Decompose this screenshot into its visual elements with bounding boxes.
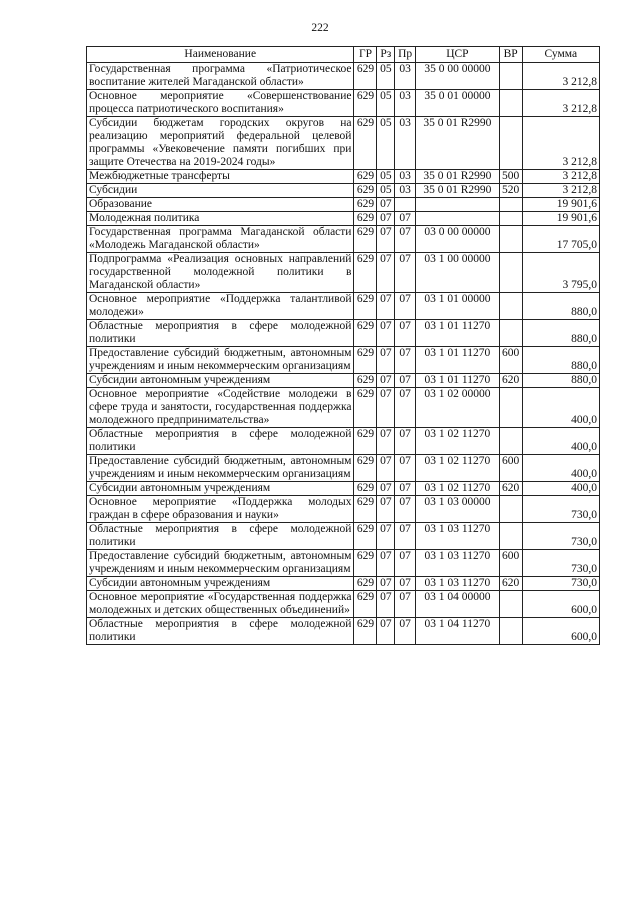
cell-rz: 07 [377,577,395,591]
cell-gr: 629 [354,170,377,184]
cell-name: Субсидии бюджетам городских округов на реализацию мероприятий федеральной целевой программы «Увековечение памяти погибших при защите Отечества на 2019-2024 годы» [87,117,354,170]
table-header-row [87,47,600,63]
cell-sum: 730,0 [522,577,599,591]
cell-vr [499,198,522,212]
table-row [87,428,600,455]
cell-pr: 07 [395,226,416,253]
table-body [87,63,600,645]
cell-gr: 629 [354,482,377,496]
cell-sum: 600,0 [522,618,599,645]
cell-csr: 03 1 04 11270 [416,618,500,645]
cell-pr: 07 [395,212,416,226]
cell-rz: 07 [377,618,395,645]
cell-sum: 880,0 [522,347,599,374]
cell-sum: 3 212,8 [522,90,599,117]
cell-rz: 07 [377,591,395,618]
cell-gr: 629 [354,90,377,117]
cell-name: Подпрограмма «Реализация основных направлений государственной молодежной политики в Магаданской области» [87,253,354,293]
cell-sum: 3 212,8 [522,117,599,170]
header-sum: Сумма [522,47,599,63]
cell-gr: 629 [354,226,377,253]
table-row [87,198,600,212]
cell-name: Предоставление субсидий бюджетным, автономным учреждениям и иным некоммерческим организациям [87,455,354,482]
cell-pr: 03 [395,90,416,117]
table-row [87,90,600,117]
cell-pr: 03 [395,63,416,90]
cell-sum: 880,0 [522,374,599,388]
cell-csr: 03 0 00 00000 [416,226,500,253]
header-pr: Пр [395,47,416,63]
cell-gr: 629 [354,618,377,645]
cell-sum: 3 212,8 [522,63,599,90]
cell-rz: 07 [377,523,395,550]
header-rz: Рз [377,47,395,63]
cell-vr: 500 [499,170,522,184]
header-vr: ВР [499,47,522,63]
cell-csr: 03 1 02 11270 [416,428,500,455]
cell-name: Молодежная политика [87,212,354,226]
cell-name: Основное мероприятие «Государственная поддержка молодежных и детских общественных объединений» [87,591,354,618]
cell-vr [499,253,522,293]
cell-vr: 520 [499,184,522,198]
table-row [87,63,600,90]
table-row [87,293,600,320]
cell-gr: 629 [354,577,377,591]
cell-rz: 07 [377,374,395,388]
cell-sum: 19 901,6 [522,198,599,212]
cell-gr: 629 [354,455,377,482]
cell-name: Субсидии автономным учреждениям [87,577,354,591]
cell-vr [499,63,522,90]
cell-pr: 07 [395,591,416,618]
cell-vr [499,388,522,428]
header-name: Наименование [87,47,354,63]
cell-name: Областные мероприятия в сфере молодежной политики [87,523,354,550]
table-row [87,226,600,253]
cell-rz: 07 [377,212,395,226]
cell-csr: 03 1 01 11270 [416,347,500,374]
cell-name: Областные мероприятия в сфере молодежной политики [87,428,354,455]
cell-gr: 629 [354,496,377,523]
table-row [87,496,600,523]
cell-csr: 03 1 02 11270 [416,482,500,496]
cell-csr: 03 1 03 11270 [416,550,500,577]
cell-name: Межбюджетные трансферты [87,170,354,184]
cell-rz: 07 [377,226,395,253]
cell-rz: 07 [377,496,395,523]
cell-rz: 05 [377,170,395,184]
cell-name: Предоставление субсидий бюджетным, автономным учреждениям и иным некоммерческим организациям [87,347,354,374]
cell-csr: 35 0 00 00000 [416,63,500,90]
cell-sum: 730,0 [522,523,599,550]
cell-pr: 07 [395,374,416,388]
page-number: 222 [311,22,329,34]
cell-vr [499,428,522,455]
cell-csr: 03 1 01 11270 [416,320,500,347]
cell-gr: 629 [354,184,377,198]
cell-pr: 07 [395,320,416,347]
cell-name: Основное мероприятие «Поддержка талантливой молодежи» [87,293,354,320]
cell-vr [499,591,522,618]
cell-sum: 400,0 [522,482,599,496]
table-row [87,388,600,428]
cell-csr: 03 1 03 11270 [416,523,500,550]
table-row [87,618,600,645]
table-row [87,253,600,293]
cell-vr [499,496,522,523]
cell-gr: 629 [354,374,377,388]
cell-name: Субсидии автономным учреждениям [87,374,354,388]
cell-gr: 629 [354,347,377,374]
cell-gr: 629 [354,253,377,293]
cell-rz: 07 [377,388,395,428]
cell-rz: 05 [377,117,395,170]
cell-pr: 03 [395,117,416,170]
table-row [87,523,600,550]
cell-csr: 35 0 01 R2990 [416,184,500,198]
cell-csr: 03 1 02 11270 [416,455,500,482]
cell-rz: 05 [377,184,395,198]
cell-sum: 3 795,0 [522,253,599,293]
cell-gr: 629 [354,550,377,577]
cell-sum: 400,0 [522,455,599,482]
cell-pr: 07 [395,388,416,428]
table-row [87,550,600,577]
cell-csr [416,212,500,226]
cell-vr: 620 [499,482,522,496]
table-row [87,482,600,496]
cell-vr [499,618,522,645]
cell-name: Основное мероприятие «Совершенствование процесса патриотического воспитания» [87,90,354,117]
cell-rz: 07 [377,293,395,320]
cell-gr: 629 [354,320,377,347]
cell-sum: 880,0 [522,320,599,347]
header-csr: ЦСР [416,47,500,63]
cell-pr: 07 [395,550,416,577]
cell-name: Образование [87,198,354,212]
table-row [87,374,600,388]
cell-rz: 07 [377,320,395,347]
cell-vr: 620 [499,577,522,591]
cell-name: Субсидии [87,184,354,198]
table-row [87,577,600,591]
cell-gr: 629 [354,293,377,320]
cell-vr [499,293,522,320]
cell-gr: 629 [354,212,377,226]
table-row [87,455,600,482]
cell-gr: 629 [354,523,377,550]
cell-name: Субсидии автономным учреждениям [87,482,354,496]
cell-rz: 07 [377,550,395,577]
cell-gr: 629 [354,63,377,90]
cell-csr: 03 1 00 00000 [416,253,500,293]
table-row [87,320,600,347]
cell-pr: 07 [395,428,416,455]
cell-pr: 07 [395,347,416,374]
cell-vr [499,90,522,117]
table-row [87,170,600,184]
cell-csr: 03 1 03 00000 [416,496,500,523]
cell-vr [499,320,522,347]
table-row [87,347,600,374]
cell-pr: 07 [395,496,416,523]
table-row [87,212,600,226]
cell-rz: 05 [377,90,395,117]
cell-pr [395,198,416,212]
cell-gr: 629 [354,591,377,618]
cell-gr: 629 [354,428,377,455]
cell-pr: 07 [395,482,416,496]
cell-gr: 629 [354,198,377,212]
cell-name: Основное мероприятие «Содействие молодежи в сфере труда и занятости, государственная поддержка молодежного предпринимательства» [87,388,354,428]
cell-vr: 600 [499,455,522,482]
cell-csr: 35 0 01 00000 [416,90,500,117]
cell-pr: 03 [395,184,416,198]
cell-sum: 730,0 [522,550,599,577]
cell-pr: 07 [395,577,416,591]
cell-rz: 07 [377,428,395,455]
cell-sum: 730,0 [522,496,599,523]
cell-gr: 629 [354,117,377,170]
cell-sum: 17 705,0 [522,226,599,253]
cell-name: Основное мероприятие «Поддержка молодых граждан в сфере образования и науки» [87,496,354,523]
cell-sum: 400,0 [522,388,599,428]
cell-csr: 03 1 02 00000 [416,388,500,428]
cell-sum: 880,0 [522,293,599,320]
cell-sum: 3 212,8 [522,170,599,184]
cell-vr [499,212,522,226]
table-row [87,184,600,198]
table-row [87,117,600,170]
cell-name: Предоставление субсидий бюджетным, автономным учреждениям и иным некоммерческим организациям [87,550,354,577]
cell-sum: 19 901,6 [522,212,599,226]
cell-name: Государственная программа Магаданской области «Молодежь Магаданской области» [87,226,354,253]
cell-pr: 03 [395,170,416,184]
cell-rz: 07 [377,198,395,212]
cell-csr: 03 1 01 11270 [416,374,500,388]
cell-sum: 600,0 [522,591,599,618]
cell-pr: 07 [395,618,416,645]
header-gr: ГР [354,47,377,63]
cell-csr: 35 0 01 R2990 [416,117,500,170]
cell-vr [499,523,522,550]
cell-rz: 07 [377,482,395,496]
cell-csr: 35 0 01 R2990 [416,170,500,184]
cell-vr [499,117,522,170]
cell-pr: 07 [395,253,416,293]
cell-vr: 620 [499,374,522,388]
cell-csr: 03 1 01 00000 [416,293,500,320]
cell-vr: 600 [499,550,522,577]
cell-csr [416,198,500,212]
cell-rz: 05 [377,63,395,90]
cell-rz: 07 [377,455,395,482]
table-row [87,591,600,618]
cell-sum: 400,0 [522,428,599,455]
cell-sum: 3 212,8 [522,184,599,198]
cell-gr: 629 [354,388,377,428]
cell-name: Государственная программа «Патриотическое воспитание жителей Магаданской области» [87,63,354,90]
cell-csr: 03 1 03 11270 [416,577,500,591]
cell-vr: 600 [499,347,522,374]
cell-name: Областные мероприятия в сфере молодежной политики [87,320,354,347]
cell-csr: 03 1 04 00000 [416,591,500,618]
cell-rz: 07 [377,347,395,374]
budget-table [86,46,600,645]
cell-pr: 07 [395,455,416,482]
cell-vr [499,226,522,253]
cell-pr: 07 [395,293,416,320]
cell-name: Областные мероприятия в сфере молодежной политики [87,618,354,645]
cell-rz: 07 [377,253,395,293]
cell-pr: 07 [395,523,416,550]
